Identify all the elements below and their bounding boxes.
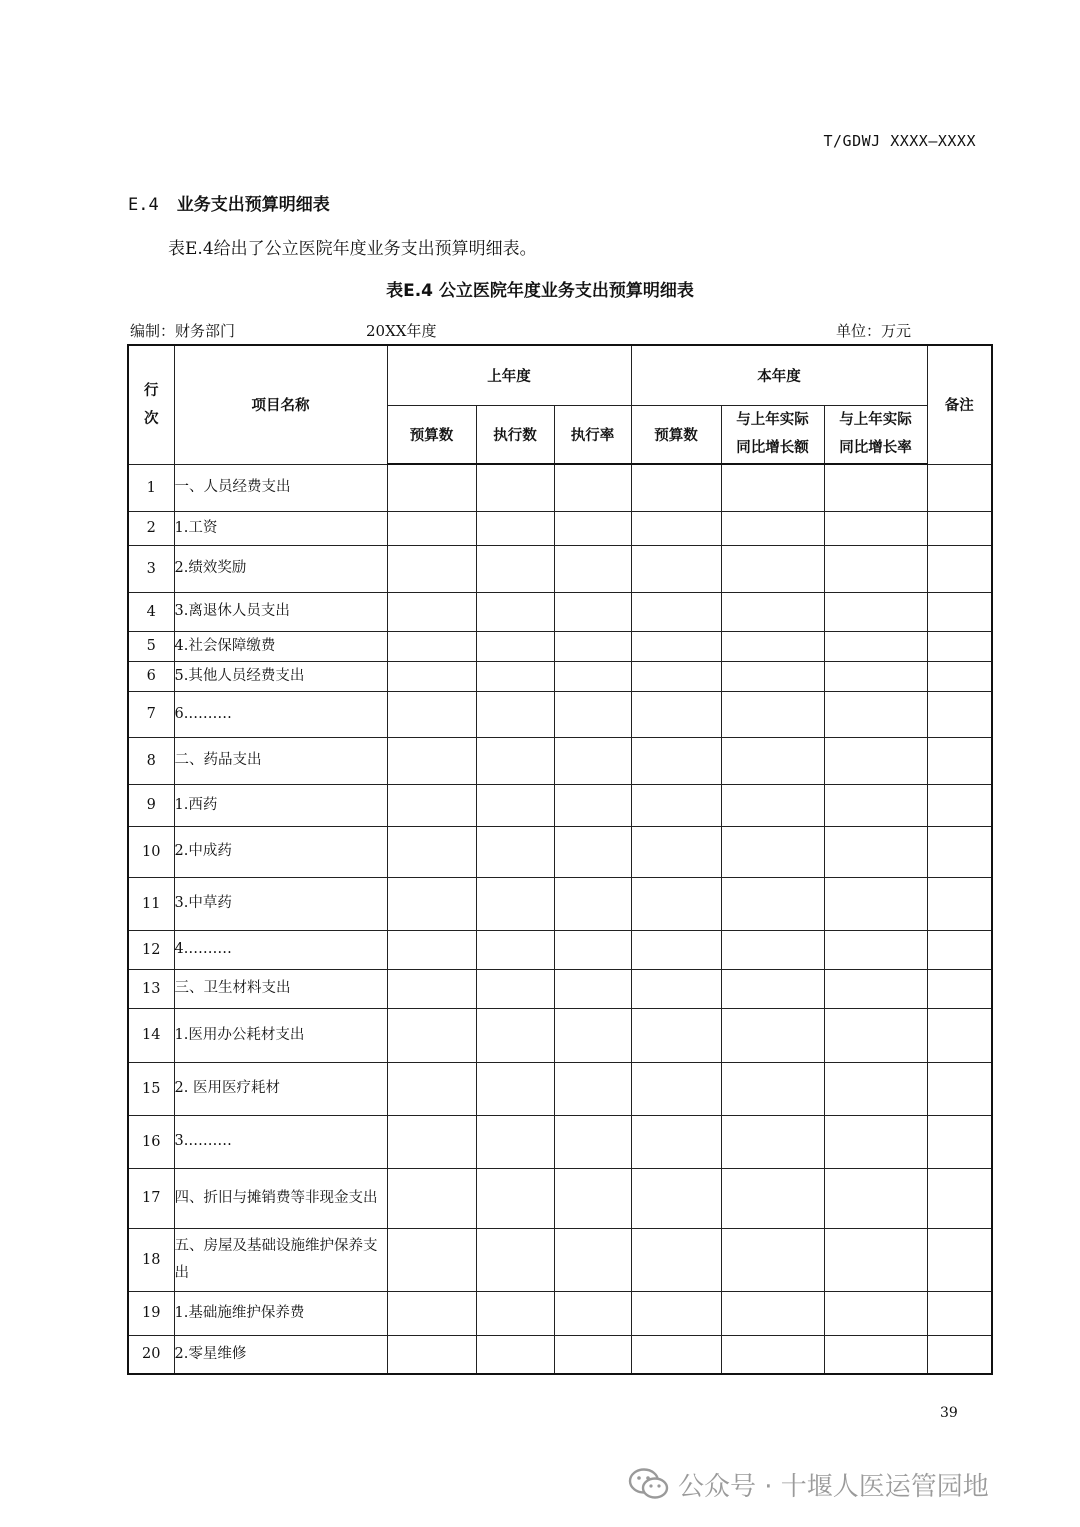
value-cell bbox=[824, 930, 927, 969]
row-number: 12 bbox=[128, 930, 174, 969]
value-cell bbox=[554, 1115, 631, 1168]
value-cell bbox=[927, 691, 992, 737]
header-this-year: 本年度 bbox=[631, 345, 927, 405]
value-cell bbox=[387, 1291, 476, 1335]
value-cell bbox=[631, 1291, 721, 1335]
value-cell bbox=[927, 877, 992, 930]
value-cell bbox=[476, 1062, 554, 1115]
value-cell bbox=[721, 737, 824, 784]
value-cell bbox=[927, 1291, 992, 1335]
value-cell bbox=[631, 691, 721, 737]
prepared-by: 编制：财务部门 bbox=[130, 322, 236, 340]
value-cell bbox=[824, 661, 927, 691]
value-cell bbox=[824, 737, 927, 784]
value-cell bbox=[927, 1008, 992, 1062]
value-cell bbox=[387, 661, 476, 691]
value-cell bbox=[721, 631, 824, 661]
value-cell bbox=[476, 969, 554, 1008]
value-cell bbox=[927, 930, 992, 969]
value-cell bbox=[824, 784, 927, 826]
value-cell bbox=[476, 1008, 554, 1062]
value-cell bbox=[927, 1228, 992, 1291]
value-cell bbox=[721, 511, 824, 545]
item-name: 一、人员经费支出 bbox=[174, 464, 387, 511]
value-cell bbox=[554, 661, 631, 691]
value-cell bbox=[387, 592, 476, 631]
value-cell bbox=[631, 545, 721, 592]
row-number: 8 bbox=[128, 737, 174, 784]
item-name: 四、折旧与摊销费等非现金支出 bbox=[174, 1168, 387, 1228]
value-cell bbox=[387, 631, 476, 661]
row-number: 14 bbox=[128, 1008, 174, 1062]
unit-label: 单位：万元 bbox=[836, 322, 912, 340]
value-cell bbox=[554, 1062, 631, 1115]
value-cell bbox=[554, 1335, 631, 1374]
value-cell bbox=[824, 464, 927, 511]
value-cell bbox=[631, 1335, 721, 1374]
table-row bbox=[128, 1008, 992, 1062]
value-cell bbox=[554, 969, 631, 1008]
item-name: 3.离退休人员支出 bbox=[174, 592, 387, 631]
value-cell bbox=[554, 545, 631, 592]
value-cell bbox=[387, 1335, 476, 1374]
value-cell bbox=[476, 691, 554, 737]
value-cell bbox=[824, 511, 927, 545]
value-cell bbox=[554, 464, 631, 511]
value-cell bbox=[387, 1008, 476, 1062]
table-row bbox=[128, 464, 992, 511]
row-number: 10 bbox=[128, 826, 174, 877]
header-last-year: 上年度 bbox=[387, 345, 631, 405]
value-cell bbox=[721, 1115, 824, 1168]
value-cell bbox=[927, 1335, 992, 1374]
item-name: 4.社会保障缴费 bbox=[174, 631, 387, 661]
value-cell bbox=[721, 1062, 824, 1115]
value-cell bbox=[476, 737, 554, 784]
value-cell bbox=[631, 1062, 721, 1115]
row-number: 1 bbox=[128, 464, 174, 511]
value-cell bbox=[631, 1228, 721, 1291]
table-row bbox=[128, 511, 992, 545]
value-cell bbox=[824, 826, 927, 877]
item-name: 3.中草药 bbox=[174, 877, 387, 930]
section-number: E.4 bbox=[128, 195, 159, 215]
item-name: 1.工资 bbox=[174, 511, 387, 545]
item-name: 4.……… bbox=[174, 930, 387, 969]
section-title: 业务支出预算明细表 bbox=[176, 195, 330, 215]
value-cell bbox=[554, 691, 631, 737]
value-cell bbox=[631, 661, 721, 691]
value-cell bbox=[631, 511, 721, 545]
value-cell bbox=[927, 545, 992, 592]
value-cell bbox=[387, 545, 476, 592]
value-cell bbox=[824, 1291, 927, 1335]
row-number: 4 bbox=[128, 592, 174, 631]
table-row bbox=[128, 969, 992, 1008]
value-cell bbox=[721, 930, 824, 969]
budget-table bbox=[127, 344, 993, 1375]
value-cell bbox=[721, 691, 824, 737]
value-cell bbox=[631, 930, 721, 969]
value-cell bbox=[554, 737, 631, 784]
item-name: 1.西药 bbox=[174, 784, 387, 826]
value-cell bbox=[554, 631, 631, 661]
value-cell bbox=[476, 784, 554, 826]
value-cell bbox=[721, 592, 824, 631]
section-heading bbox=[128, 190, 330, 215]
header-last-rate: 执行率 bbox=[554, 405, 631, 464]
value-cell bbox=[927, 511, 992, 545]
table-row bbox=[128, 1168, 992, 1228]
value-cell bbox=[927, 592, 992, 631]
watermark-text: 公众号 · 十堰人医运管园地 bbox=[678, 1471, 989, 1502]
value-cell bbox=[554, 1228, 631, 1291]
value-cell bbox=[476, 661, 554, 691]
value-cell bbox=[824, 1168, 927, 1228]
value-cell bbox=[554, 1008, 631, 1062]
item-name: 二、药品支出 bbox=[174, 737, 387, 784]
value-cell bbox=[476, 1335, 554, 1374]
item-name: 五、房屋及基础设施维护保养支出 bbox=[174, 1228, 387, 1291]
value-cell bbox=[721, 969, 824, 1008]
header-row-no: 行 次 bbox=[128, 345, 174, 464]
row-number: 18 bbox=[128, 1228, 174, 1291]
item-name: 3.……… bbox=[174, 1115, 387, 1168]
value-cell bbox=[476, 1291, 554, 1335]
table-row bbox=[128, 1291, 992, 1335]
value-cell bbox=[721, 826, 824, 877]
table-row bbox=[128, 545, 992, 592]
value-cell bbox=[721, 661, 824, 691]
value-cell bbox=[387, 1115, 476, 1168]
header-this-budget: 预算数 bbox=[631, 405, 721, 464]
value-cell bbox=[476, 545, 554, 592]
table-row bbox=[128, 631, 992, 661]
value-cell bbox=[387, 877, 476, 930]
value-cell bbox=[927, 661, 992, 691]
row-number: 3 bbox=[128, 545, 174, 592]
value-cell bbox=[554, 511, 631, 545]
value-cell bbox=[387, 511, 476, 545]
value-cell bbox=[387, 691, 476, 737]
header-remarks: 备注 bbox=[927, 345, 992, 464]
value-cell bbox=[476, 1228, 554, 1291]
value-cell bbox=[554, 930, 631, 969]
value-cell bbox=[476, 1168, 554, 1228]
table-row bbox=[128, 592, 992, 631]
table-row bbox=[128, 826, 992, 877]
table-row bbox=[128, 1228, 992, 1291]
value-cell bbox=[631, 1168, 721, 1228]
value-cell bbox=[824, 969, 927, 1008]
value-cell bbox=[476, 631, 554, 661]
value-cell bbox=[554, 592, 631, 631]
fiscal-year: 20XX年度 bbox=[366, 322, 437, 340]
value-cell bbox=[476, 592, 554, 631]
value-cell bbox=[824, 1228, 927, 1291]
value-cell bbox=[476, 1115, 554, 1168]
wechat-icon bbox=[628, 1466, 670, 1502]
row-number: 2 bbox=[128, 511, 174, 545]
row-number: 19 bbox=[128, 1291, 174, 1335]
table-row bbox=[128, 737, 992, 784]
item-name: 5.其他人员经费支出 bbox=[174, 661, 387, 691]
value-cell bbox=[927, 1062, 992, 1115]
value-cell bbox=[824, 631, 927, 661]
header-last-budget: 预算数 bbox=[387, 405, 476, 464]
value-cell bbox=[824, 1062, 927, 1115]
value-cell bbox=[387, 464, 476, 511]
value-cell bbox=[721, 1228, 824, 1291]
value-cell bbox=[927, 826, 992, 877]
row-number: 6 bbox=[128, 661, 174, 691]
row-number: 9 bbox=[128, 784, 174, 826]
value-cell bbox=[631, 969, 721, 1008]
value-cell bbox=[476, 877, 554, 930]
item-name: 2.绩效奖励 bbox=[174, 545, 387, 592]
table-caption: 表E.4 公立医院年度业务支出预算明细表 bbox=[386, 281, 694, 301]
value-cell bbox=[387, 737, 476, 784]
value-cell bbox=[631, 631, 721, 661]
value-cell bbox=[631, 464, 721, 511]
row-number: 7 bbox=[128, 691, 174, 737]
header-yoy-amount: 与上年实际 同比增长额 bbox=[721, 405, 824, 464]
value-cell bbox=[824, 545, 927, 592]
value-cell bbox=[721, 784, 824, 826]
value-cell bbox=[631, 826, 721, 877]
value-cell bbox=[554, 826, 631, 877]
item-name: 2.中成药 bbox=[174, 826, 387, 877]
row-number: 16 bbox=[128, 1115, 174, 1168]
value-cell bbox=[824, 1115, 927, 1168]
item-name: 1.医用办公耗材支出 bbox=[174, 1008, 387, 1062]
value-cell bbox=[927, 1168, 992, 1228]
item-name: 三、卫生材料支出 bbox=[174, 969, 387, 1008]
value-cell bbox=[927, 631, 992, 661]
table-row bbox=[128, 930, 992, 969]
row-number: 13 bbox=[128, 969, 174, 1008]
value-cell bbox=[387, 969, 476, 1008]
value-cell bbox=[721, 877, 824, 930]
value-cell bbox=[721, 1291, 824, 1335]
value-cell bbox=[927, 784, 992, 826]
value-cell bbox=[824, 1335, 927, 1374]
value-cell bbox=[824, 877, 927, 930]
value-cell bbox=[554, 784, 631, 826]
row-number: 5 bbox=[128, 631, 174, 661]
header-item-name: 项目名称 bbox=[174, 345, 387, 464]
row-number: 11 bbox=[128, 877, 174, 930]
table-row bbox=[128, 1062, 992, 1115]
value-cell bbox=[631, 737, 721, 784]
value-cell bbox=[387, 826, 476, 877]
table-row bbox=[128, 691, 992, 737]
value-cell bbox=[927, 464, 992, 511]
row-number: 15 bbox=[128, 1062, 174, 1115]
value-cell bbox=[721, 1168, 824, 1228]
watermark bbox=[628, 1462, 989, 1506]
value-cell bbox=[476, 464, 554, 511]
value-cell bbox=[631, 592, 721, 631]
value-cell bbox=[387, 784, 476, 826]
value-cell bbox=[721, 1335, 824, 1374]
page-number: 39 bbox=[940, 1405, 958, 1421]
value-cell bbox=[387, 930, 476, 969]
value-cell bbox=[927, 737, 992, 784]
header-yoy-rate: 与上年实际 同比增长率 bbox=[824, 405, 927, 464]
table-row bbox=[128, 784, 992, 826]
header-last-executed: 执行数 bbox=[476, 405, 554, 464]
value-cell bbox=[631, 877, 721, 930]
value-cell bbox=[631, 784, 721, 826]
value-cell bbox=[824, 691, 927, 737]
item-name: 6.……… bbox=[174, 691, 387, 737]
value-cell bbox=[554, 1291, 631, 1335]
value-cell bbox=[631, 1008, 721, 1062]
value-cell bbox=[927, 969, 992, 1008]
table-row bbox=[128, 1335, 992, 1374]
value-cell bbox=[387, 1168, 476, 1228]
document-code: T/GDWJ XXXX—XXXX bbox=[823, 132, 976, 150]
intro-text: 表E.4给出了公立医院年度业务支出预算明细表。 bbox=[168, 239, 537, 259]
value-cell bbox=[927, 1115, 992, 1168]
table-row bbox=[128, 1115, 992, 1168]
value-cell bbox=[721, 464, 824, 511]
item-name: 2. 医用医疗耗材 bbox=[174, 1062, 387, 1115]
item-name: 1.基础施维护保养费 bbox=[174, 1291, 387, 1335]
value-cell bbox=[476, 930, 554, 969]
value-cell bbox=[476, 511, 554, 545]
value-cell bbox=[554, 877, 631, 930]
value-cell bbox=[476, 826, 554, 877]
item-name: 2.零星维修 bbox=[174, 1335, 387, 1374]
value-cell bbox=[721, 1008, 824, 1062]
value-cell bbox=[824, 592, 927, 631]
value-cell bbox=[554, 1168, 631, 1228]
value-cell bbox=[387, 1062, 476, 1115]
value-cell bbox=[721, 545, 824, 592]
value-cell bbox=[631, 1115, 721, 1168]
value-cell bbox=[387, 1228, 476, 1291]
value-cell bbox=[824, 1008, 927, 1062]
row-number: 20 bbox=[128, 1335, 174, 1374]
table-row bbox=[128, 877, 992, 930]
row-number: 17 bbox=[128, 1168, 174, 1228]
table-row bbox=[128, 661, 992, 691]
